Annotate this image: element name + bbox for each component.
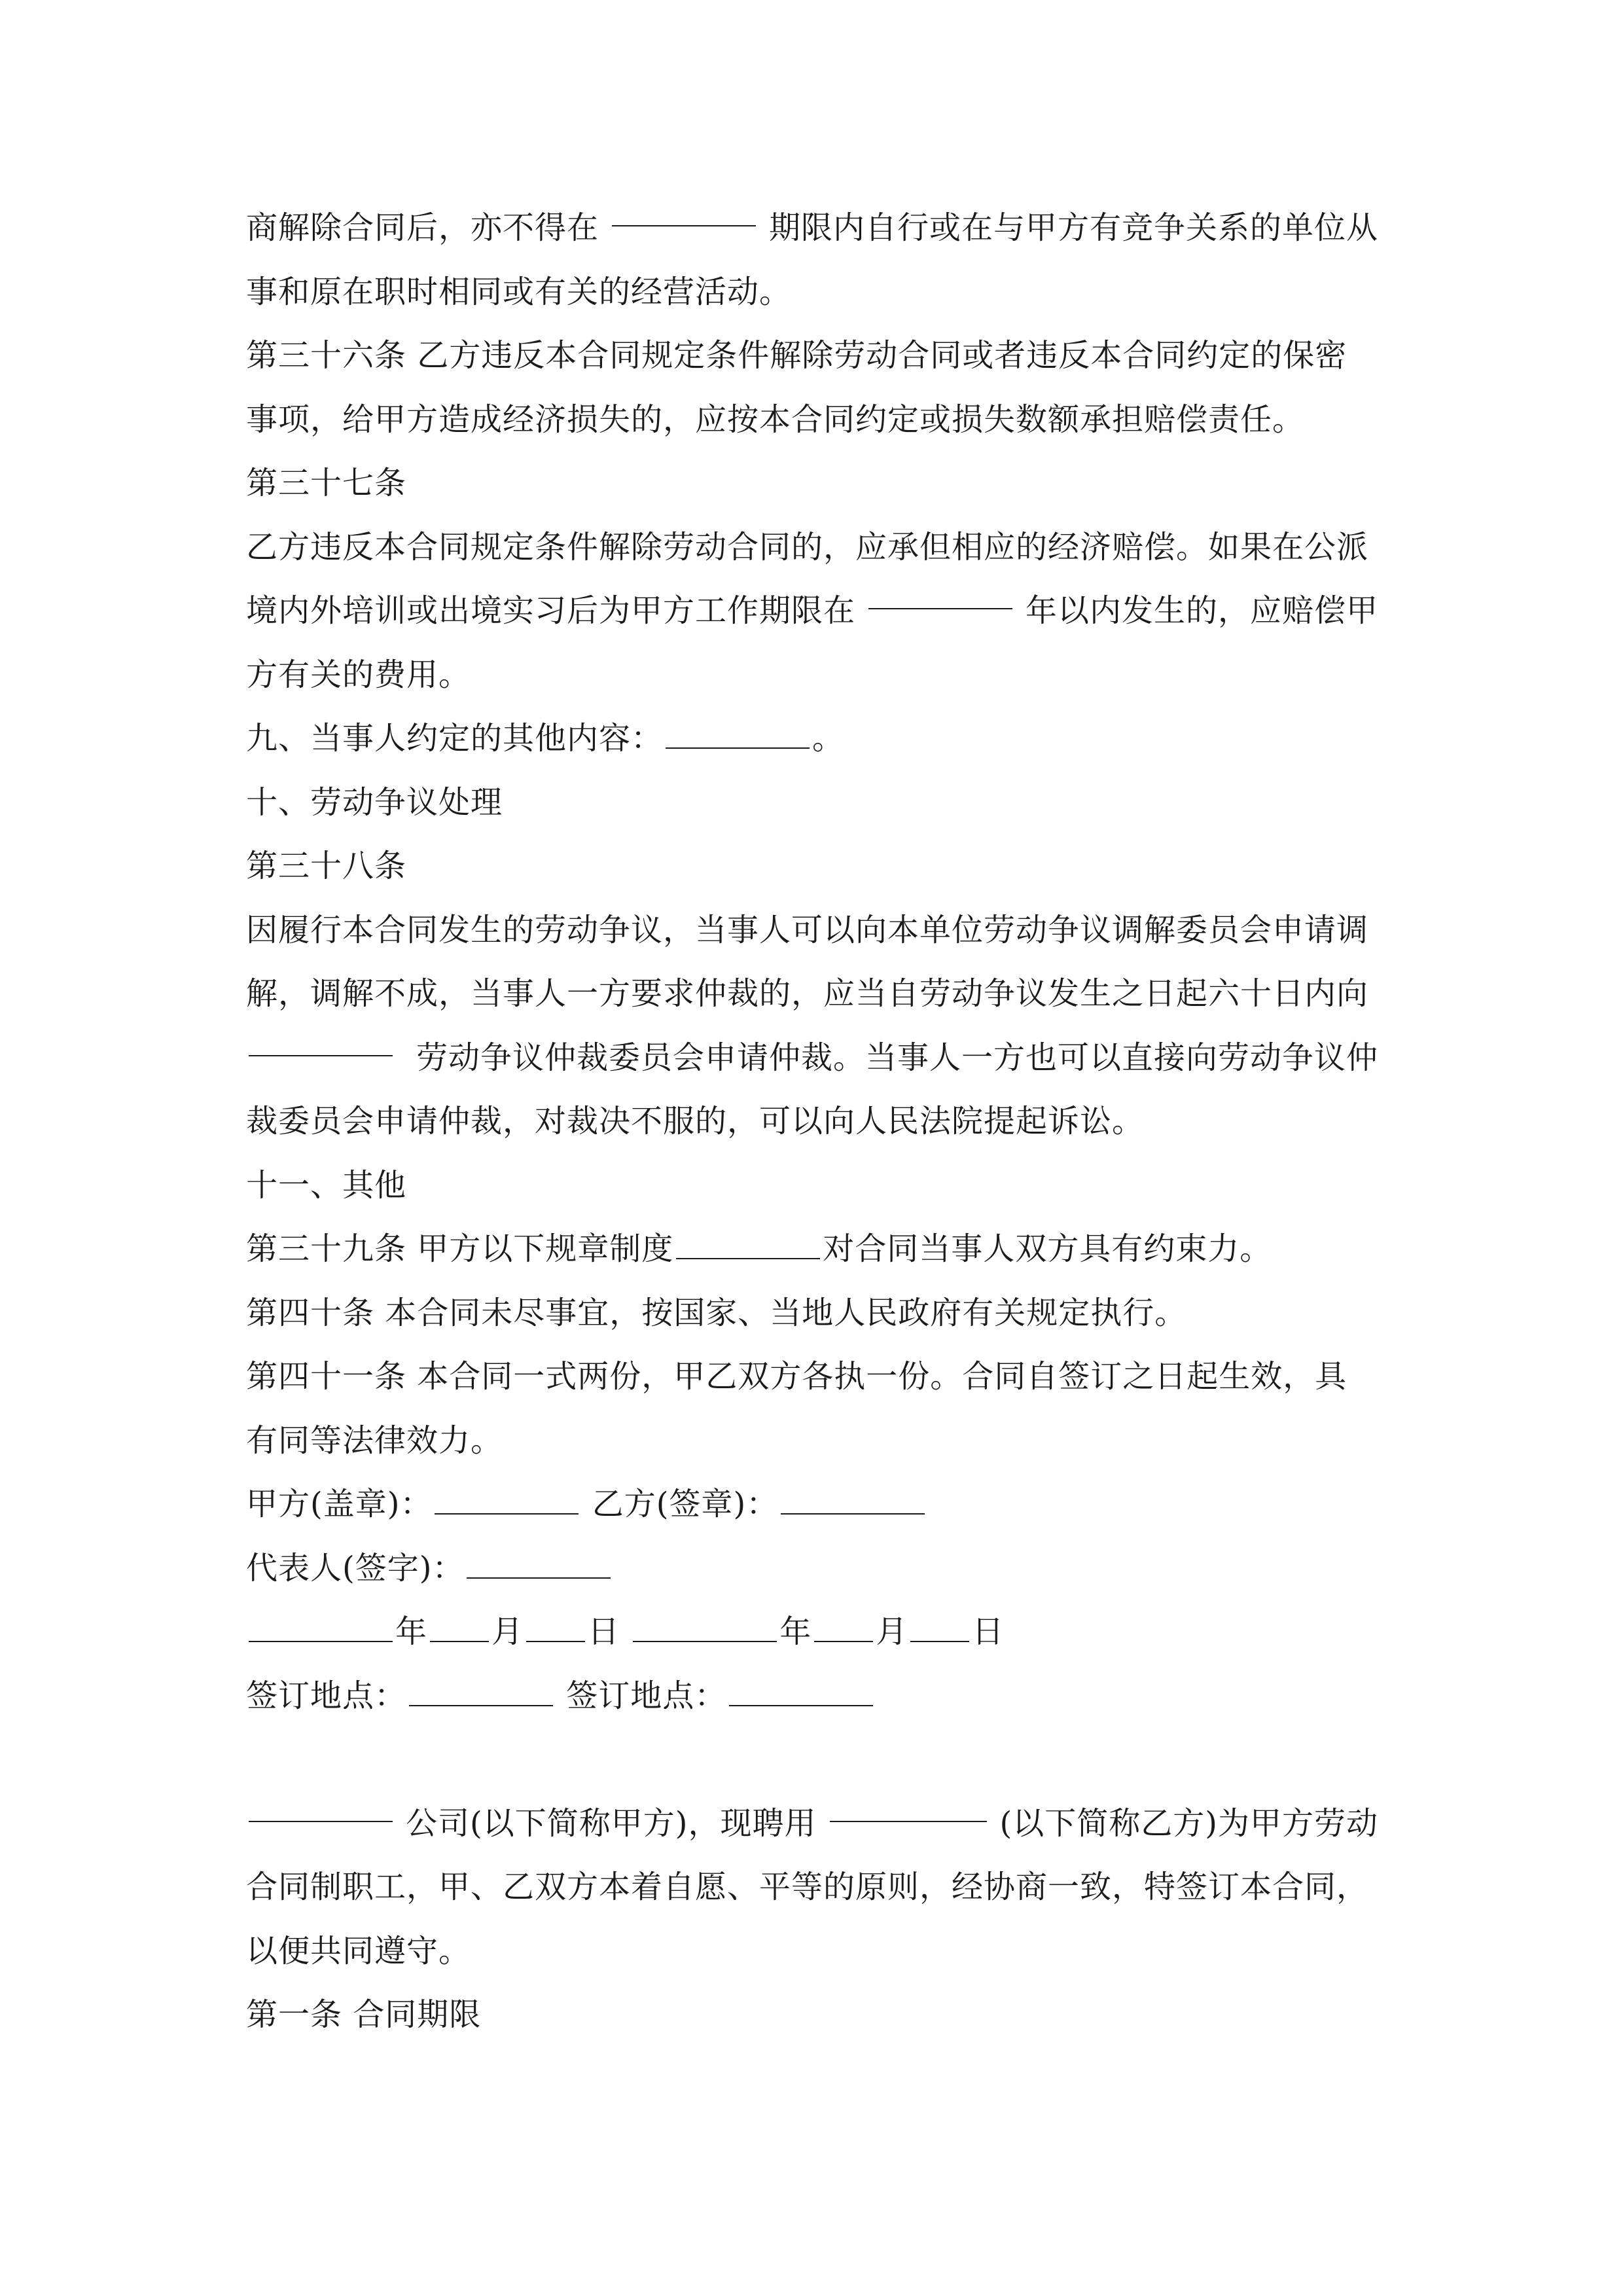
text-segment: 商解除合同后，亦不得在 (246, 209, 599, 246)
fill-blank[interactable] (612, 196, 756, 226)
text-segment: 境内外培训或出境实习后为甲方工作期限在 (246, 592, 856, 629)
text-line (246, 1217, 1378, 1282)
text-segment: 年以内发生的，应赔偿甲 (1025, 592, 1378, 629)
text-line: 事项，给甲方造成经济损失的，应按本合同约定或损失数额承担赔偿责任。 (246, 401, 1305, 438)
text-segment: 。 (812, 720, 845, 757)
month-blank[interactable] (814, 1612, 873, 1642)
month-blank[interactable] (430, 1612, 489, 1642)
article-heading: 第三十七条 (246, 465, 407, 501)
text-segment: 公司(以下简称甲方)，现聘用 (406, 1804, 817, 1842)
text-line: 以便共同遵守。 (246, 1932, 471, 1969)
month-label: 月 (876, 1613, 908, 1650)
text-line: 乙方违反本合同规定条件解除劳动合同的，应承但相应的经济赔偿。如果在公派 (246, 528, 1369, 565)
year-blank[interactable] (249, 1612, 393, 1642)
text-line: 第三十六条 乙方违反本合同规定条件解除劳动合同或者违反本合同约定的保密 (246, 337, 1347, 374)
paragraph-gap (246, 1728, 1378, 1792)
month-label: 月 (491, 1613, 524, 1650)
text-segment: 九、当事人约定的其他内容： (246, 720, 664, 757)
text-line: 事和原在职时相同或有关的经营活动。 (246, 273, 792, 310)
signing-place-blank[interactable] (729, 1676, 873, 1706)
year-blank[interactable] (633, 1612, 777, 1642)
text-segment: 期限内自行或在与甲方有竞争关系的单位从 (768, 209, 1378, 246)
text-line: 第四十一条 本合同一式两份，甲乙双方各执一份。合同自签订之日起生效，具 (246, 1358, 1347, 1395)
text-line (246, 707, 1378, 771)
document-page (246, 196, 1378, 2047)
section-heading: 十一、其他 (246, 1166, 407, 1204)
signing-place-line (246, 1664, 1378, 1729)
date-line (246, 1600, 1378, 1664)
signing-place-label: 签订地点： (566, 1677, 727, 1714)
day-label: 日 (972, 1613, 1005, 1650)
text-segment: 第三十九条 甲方以下规章制度 (246, 1230, 674, 1267)
text-line (246, 196, 1378, 260)
fill-blank[interactable] (249, 1026, 393, 1056)
text-line: 因履行本合同发生的劳动争议，当事人可以向本单位劳动争议调解委员会申请调 (246, 911, 1369, 948)
section-heading: 十、劳动争议处理 (246, 783, 503, 821)
representative-line (246, 1537, 1378, 1601)
article-heading: 第三十八条 (246, 848, 407, 884)
text-segment: (以下简称乙方)为甲方劳动 (999, 1804, 1378, 1842)
text-line: 裁委员会申请仲裁，对裁决不服的，可以向人民法院提起诉讼。 (246, 1103, 1145, 1139)
party-b-sign-blank[interactable] (781, 1484, 925, 1515)
text-segment: 劳动争议仲裁委员会申请仲裁。当事人一方也可以直接向劳动争议仲 (416, 1039, 1378, 1076)
text-line: 有同等法律效力。 (246, 1422, 503, 1459)
company-blank[interactable] (249, 1792, 393, 1822)
year-label: 年 (395, 1613, 428, 1650)
text-line: 合同制职工，甲、乙双方本着自愿、平等的原则，经协商一致，特签订本合同， (246, 1869, 1369, 1905)
text-line (246, 579, 1378, 643)
signing-place-label: 签订地点： (246, 1677, 407, 1714)
party-a-seal-blank[interactable] (435, 1484, 579, 1515)
party-b-sign-label: 乙方(签章)： (592, 1486, 779, 1522)
signing-place-blank[interactable] (409, 1676, 553, 1706)
text-line: 方有关的费用。 (246, 656, 471, 693)
signature-line (246, 1473, 1378, 1537)
day-blank[interactable] (910, 1612, 969, 1642)
text-line: 解，调解不成，当事人一方要求仲裁的，应当自劳动争议发生之日起六十日内向 (246, 975, 1369, 1012)
party-a-seal-label: 甲方(盖章)： (246, 1486, 433, 1522)
day-label: 日 (588, 1613, 620, 1650)
article-heading: 第一条 合同期限 (246, 1996, 482, 2033)
text-line (246, 1026, 1378, 1090)
fill-blank[interactable] (666, 719, 810, 749)
text-line: 第四十条 本合同未尽事宜，按国家、当地人民政府有关规定执行。 (246, 1294, 1187, 1331)
representative-blank[interactable] (467, 1549, 611, 1579)
fill-blank[interactable] (868, 579, 1012, 609)
fill-blank[interactable] (676, 1229, 820, 1259)
text-segment: 对合同当事人双方具有约束力。 (823, 1230, 1272, 1267)
year-label: 年 (779, 1613, 812, 1650)
representative-label: 代表人(签字)： (246, 1549, 465, 1587)
text-line (246, 1792, 1378, 1856)
employee-blank[interactable] (830, 1792, 987, 1822)
day-blank[interactable] (526, 1612, 585, 1642)
